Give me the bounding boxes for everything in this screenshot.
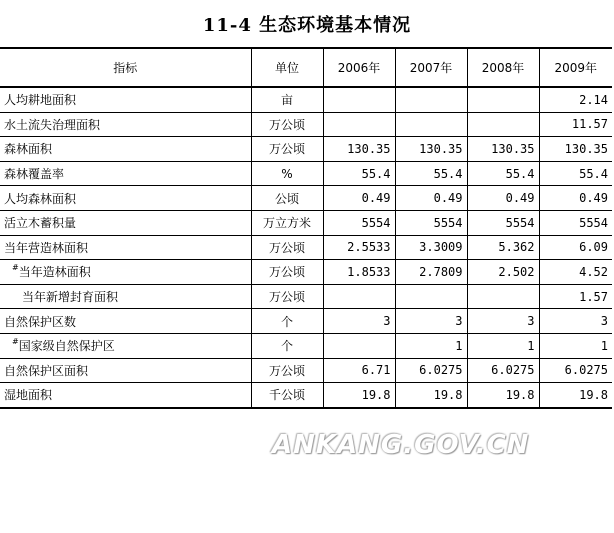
table-row xyxy=(0,137,612,162)
value-cell-2006: 5554 xyxy=(323,210,395,235)
table-title: 11-4 生态环境基本情况 xyxy=(202,14,412,36)
indicator-cell xyxy=(0,87,251,112)
value-cell-2009: 6.0275 xyxy=(539,358,612,383)
unit-cell: 万公顷 xyxy=(251,137,323,162)
value-cell-2009: 1 xyxy=(539,333,612,358)
value-cell-2006: 1.8533 xyxy=(323,260,395,285)
value-cell-2009: 5554 xyxy=(539,210,612,235)
indicator-label: 自然保护区面积 xyxy=(4,363,89,378)
table-row xyxy=(0,309,612,334)
eco-stats-table xyxy=(0,47,612,409)
indicator-label: 活立木蓄积量 xyxy=(4,216,77,231)
value-cell-2007: 3 xyxy=(395,309,467,334)
value-cell-2007 xyxy=(395,112,467,137)
indicator-cell xyxy=(0,137,251,162)
indicator-cell xyxy=(0,284,251,309)
table-body xyxy=(0,87,612,408)
value-cell-2007: 19.8 xyxy=(395,383,467,408)
value-cell-2008: 1 xyxy=(467,333,539,358)
unit-cell: 万公顷 xyxy=(251,235,323,260)
value-cell-2006: 55.4 xyxy=(323,161,395,186)
header-unit: 单位 xyxy=(251,48,323,87)
value-cell-2009: 4.52 xyxy=(539,260,612,285)
value-cell-2007: 3.3009 xyxy=(395,235,467,260)
value-cell-2006: 0.49 xyxy=(323,186,395,211)
value-cell-2008: 5.362 xyxy=(467,235,539,260)
unit-cell: 万立方米 xyxy=(251,210,323,235)
value-cell-2006: 2.5533 xyxy=(323,235,395,260)
indicator-cell xyxy=(0,309,251,334)
indicator-cell xyxy=(0,333,251,358)
value-cell-2008: 5554 xyxy=(467,210,539,235)
unit-cell: 万公顷 xyxy=(251,358,323,383)
value-cell-2007: 2.7809 xyxy=(395,260,467,285)
value-cell-2006 xyxy=(323,284,395,309)
value-cell-2008 xyxy=(467,284,539,309)
indicator-cell xyxy=(0,161,251,186)
value-cell-2006 xyxy=(323,333,395,358)
header-2009: 2009年 xyxy=(539,48,612,87)
table-row xyxy=(0,383,612,408)
table-row xyxy=(0,161,612,186)
value-cell-2009: 6.09 xyxy=(539,235,612,260)
value-cell-2008: 2.502 xyxy=(467,260,539,285)
site-watermark: ANKANG.GOV.CN xyxy=(272,430,530,460)
value-cell-2007 xyxy=(395,284,467,309)
indicator-cell xyxy=(0,112,251,137)
value-cell-2007: 0.49 xyxy=(395,186,467,211)
subitem-mark: # xyxy=(12,263,19,273)
table-row xyxy=(0,358,612,383)
indicator-cell xyxy=(0,383,251,408)
value-cell-2008: 3 xyxy=(467,309,539,334)
value-cell-2008 xyxy=(467,112,539,137)
indicator-cell xyxy=(0,260,251,285)
header-2008: 2008年 xyxy=(467,48,539,87)
value-cell-2008: 19.8 xyxy=(467,383,539,408)
value-cell-2009: 19.8 xyxy=(539,383,612,408)
indicator-label: 当年新增封育面积 xyxy=(22,290,119,305)
value-cell-2006: 6.71 xyxy=(323,358,395,383)
unit-cell: 个 xyxy=(251,333,323,358)
indicator-label: 湿地面积 xyxy=(4,388,53,403)
value-cell-2008: 6.0275 xyxy=(467,358,539,383)
value-cell-2006 xyxy=(323,112,395,137)
value-cell-2008: 55.4 xyxy=(467,161,539,186)
value-cell-2006: 19.8 xyxy=(323,383,395,408)
indicator-cell xyxy=(0,186,251,211)
indicator-cell xyxy=(0,358,251,383)
indicator-label: 森林覆盖率 xyxy=(4,167,65,182)
unit-cell: 个 xyxy=(251,309,323,334)
value-cell-2009: 3 xyxy=(539,309,612,334)
indicator-label: 人均森林面积 xyxy=(4,191,77,206)
unit-cell: 万公顷 xyxy=(251,260,323,285)
unit-cell: 公顷 xyxy=(251,186,323,211)
value-cell-2009: 130.35 xyxy=(539,137,612,162)
value-cell-2007: 130.35 xyxy=(395,137,467,162)
subitem-mark: # xyxy=(12,337,19,347)
value-cell-2009: 2.14 xyxy=(539,87,612,112)
indicator-label: 自然保护区数 xyxy=(4,314,77,329)
indicator-cell xyxy=(0,235,251,260)
unit-cell: % xyxy=(251,161,323,186)
unit-cell: 万公顷 xyxy=(251,284,323,309)
value-cell-2008: 0.49 xyxy=(467,186,539,211)
indicator-label: 当年营造林面积 xyxy=(4,240,89,255)
header-row xyxy=(0,48,612,87)
table-row xyxy=(0,112,612,137)
header-indicator: 指标 xyxy=(0,48,251,87)
value-cell-2007: 5554 xyxy=(395,210,467,235)
table-row xyxy=(0,235,612,260)
table-row xyxy=(0,186,612,211)
value-cell-2008 xyxy=(467,87,539,112)
value-cell-2009: 1.57 xyxy=(539,284,612,309)
unit-cell: 万公顷 xyxy=(251,112,323,137)
value-cell-2009: 55.4 xyxy=(539,161,612,186)
value-cell-2006: 130.35 xyxy=(323,137,395,162)
header-2006: 2006年 xyxy=(323,48,395,87)
indicator-label: 森林面积 xyxy=(4,142,53,157)
value-cell-2007: 1 xyxy=(395,333,467,358)
indicator-label: 人均耕地面积 xyxy=(4,93,77,108)
table-row xyxy=(0,333,612,358)
unit-cell: 千公顷 xyxy=(251,383,323,408)
indicator-label: 水土流失治理面积 xyxy=(4,117,101,132)
value-cell-2008: 130.35 xyxy=(467,137,539,162)
unit-cell: 亩 xyxy=(251,87,323,112)
value-cell-2007: 55.4 xyxy=(395,161,467,186)
indicator-label: 国家级自然保护区 xyxy=(18,339,115,354)
value-cell-2006 xyxy=(323,87,395,112)
table-row xyxy=(0,260,612,285)
table-row xyxy=(0,87,612,112)
value-cell-2007: 6.0275 xyxy=(395,358,467,383)
indicator-cell xyxy=(0,210,251,235)
value-cell-2009: 0.49 xyxy=(539,186,612,211)
value-cell-2006: 3 xyxy=(323,309,395,334)
table-row xyxy=(0,210,612,235)
value-cell-2007 xyxy=(395,87,467,112)
value-cell-2009: 11.57 xyxy=(539,112,612,137)
indicator-label: 当年造林面积 xyxy=(18,265,91,280)
table-row xyxy=(0,284,612,309)
header-2007: 2007年 xyxy=(395,48,467,87)
